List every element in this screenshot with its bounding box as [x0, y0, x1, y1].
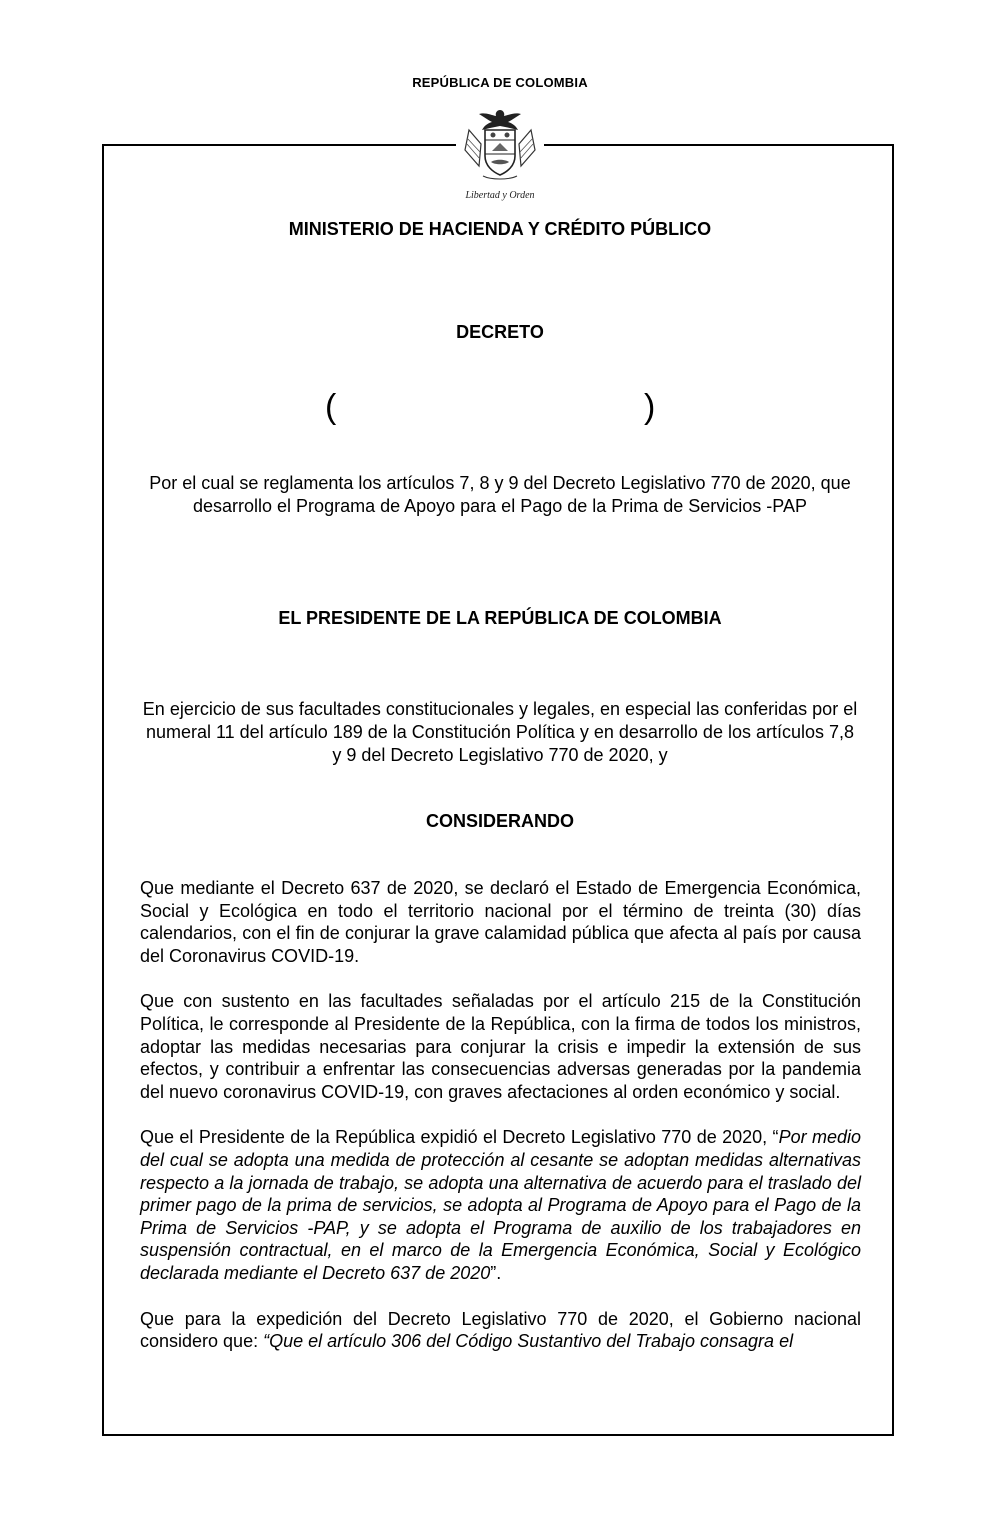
- considering-heading: CONSIDERANDO: [425, 811, 574, 831]
- paragraph-3-tail: ”.: [490, 1262, 502, 1283]
- republic-header: REPÚBLICA DE COLOMBIA: [412, 75, 588, 90]
- paragraph-4: [140, 1308, 861, 1353]
- emblem-motto: Libertad y Orden: [465, 190, 535, 201]
- paragraph-4-lead: Que para la expedición del Decreto Legislativo 770 de 2020, el Gobierno nacional considero que:: [140, 1308, 861, 1352]
- considering-body: [140, 877, 861, 1353]
- paragraph-3-lead: Que el Presidente de la República expidió el Decreto Legislativo 770 de 2020, “: [140, 1127, 779, 1148]
- powers-statement: En ejercicio de sus facultades constitucionales y legales, en especial las conferidas por el numeral 11 del artículo 189 de la Constitución Política y en desarrollo de los artículos 7,8 y 9 del Decreto Legislativo 770 de 2020, y: [142, 699, 858, 765]
- decree-number-open: (: [325, 388, 337, 426]
- paragraph-4-quote: “Que el artículo 306 del Código Sustantivo del Trabajo consagra el: [263, 1331, 794, 1352]
- document-type: DECRETO: [456, 322, 544, 342]
- paragraph-3: [140, 1126, 861, 1284]
- paragraph-2: Que con sustento en las facultades señaladas por el artículo 215 de la Constitución Política, le corresponde al Presidente de la República, con la firma de todos los ministros, adoptar las medidas necesarias para conjurar la crisis e impedir la extensión de sus efectos, y contribuir a enfrentar las consecuencias adversas generadas por la pandemia del nuevo coronavirus COVID-19, con graves afectaciones al orden económico y social.: [140, 991, 861, 1102]
- issuer-heading: EL PRESIDENTE DE LA REPÚBLICA DE COLOMBIA: [278, 608, 722, 628]
- paragraph-1: Que mediante el Decreto 637 de 2020, se declaró el Estado de Emergencia Económica, Social y Ecológica en todo el territorio nacional por el término de treinta (30) días calendarios, con el fin de conjurar la grave calamidad pública que afecta al país por causa del Coronavirus COVID-19.: [140, 878, 861, 966]
- ministry-title: MINISTERIO DE HACIENDA Y CRÉDITO PÚBLICO: [288, 219, 712, 239]
- coat-of-arms-icon: [455, 104, 545, 204]
- paragraph-3-quote: Por medio del cual se adopta una medida de protección al cesante se adoptan medidas alternativas respecto a la jornada de trabajo, se adopta una alternativa de acuerdo para el traslado del primer pago de la prima de servicios, se adopta al Programa de Apoyo para el Pago de la Prima de Servicios -PAP, y se adopta el Programa de auxilio de los trabajadores en suspensión contractual, en el marco de la Emergencia Económica, Social y Ecológico declarada mediante el Decreto 637 de 2020: [140, 1127, 861, 1283]
- decree-subject: Por el cual se reglamenta los artículos 7, 8 y 9 del Decreto Legislativo 770 de 2020, que desarrollo el Programa de Apoyo para el Pago de la Prima de Servicios -PAP: [149, 473, 851, 516]
- decree-number-close: ): [644, 388, 656, 426]
